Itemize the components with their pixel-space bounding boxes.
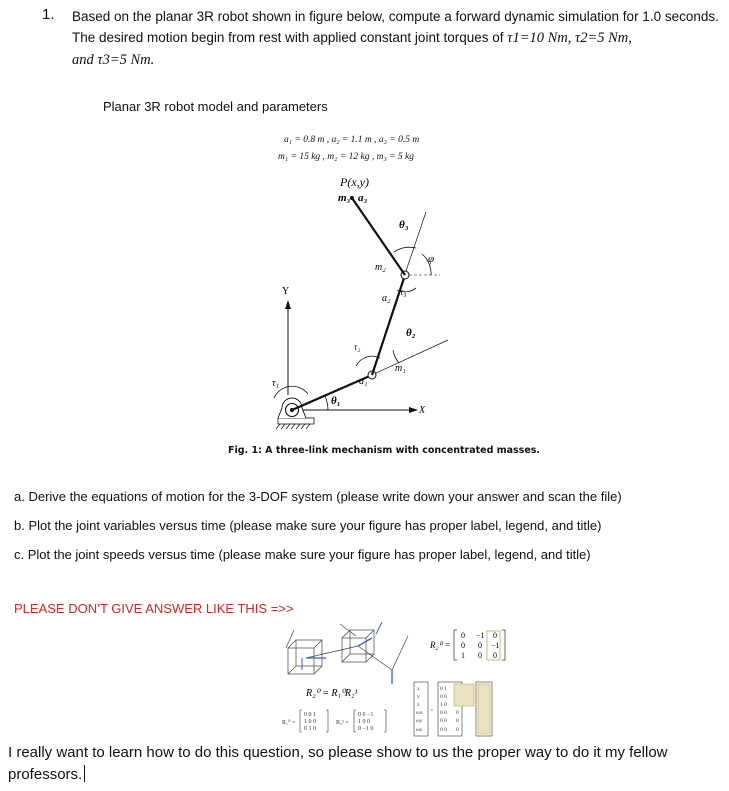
- label-m1: m₁: [395, 363, 406, 374]
- svg-text:1: 1: [461, 651, 465, 660]
- tau1-arc: [274, 386, 308, 398]
- svg-text:0: 0: [478, 651, 482, 660]
- question-text: [72, 6, 722, 71]
- label-tau2: τ₂: [354, 342, 361, 352]
- label-a1: a₁: [359, 376, 368, 387]
- svg-text:x: x: [417, 686, 420, 692]
- svg-text:0 −1 0: 0 −1 0: [358, 726, 374, 732]
- label-theta1: θ₁: [331, 395, 341, 407]
- label-phi: φ: [428, 253, 435, 265]
- label-Y: Y: [282, 286, 290, 297]
- end-effector: [350, 196, 354, 200]
- svg-text:0: 0: [461, 641, 465, 650]
- ground-base: [278, 418, 314, 424]
- label-theta2: θ₂: [406, 327, 416, 339]
- svg-text:0: 0: [456, 718, 459, 724]
- svg-text:0 0: 0 0: [440, 727, 447, 733]
- theta2-arc: [393, 350, 399, 363]
- svg-text:0: 0: [456, 710, 459, 716]
- label-m3: m₃: [338, 192, 351, 204]
- y-axis-arrow: [285, 300, 291, 309]
- svg-text:=: =: [430, 708, 434, 714]
- svg-text:1 0 0: 1 0 0: [358, 719, 370, 725]
- bad-example-eq: R₂⁰ = R₁⁰R₂¹: [306, 688, 358, 699]
- theta1-arc: [325, 396, 328, 410]
- label-tau1: τ₁: [272, 378, 280, 389]
- svg-text:0 1 0: 0 1 0: [304, 726, 316, 732]
- svg-text:−1: −1: [476, 631, 485, 640]
- closing-text-content: I really want to learn how to do this question, so please show to us the proper way to do it my fellow professors.: [8, 744, 668, 783]
- bad-example-sketch: [286, 624, 408, 674]
- label-m2: m₂: [375, 262, 386, 273]
- param-masses: m₁ = 15 kg , m₂ = 12 kg , m₃ = 5 kg: [278, 152, 414, 162]
- torque-3: and τ3=5 Nm.: [72, 52, 155, 68]
- svg-text:1 0 0: 1 0 0: [304, 719, 316, 725]
- svg-text:0: 0: [493, 631, 497, 640]
- link-1-extension: [376, 340, 448, 373]
- link-2-extension: [406, 212, 426, 271]
- bad-example-image: [280, 618, 510, 740]
- x-axis-arrow: [409, 407, 418, 413]
- task-c: c. Plot the joint speeds versus time (please make sure your figure has proper label, legend, and title): [14, 547, 591, 562]
- question-intro: Based on the planar 3R robot shown in figure below, compute a forward dynamic simulation for 1.0 seconds. The desired motion begin from rest with applied constant joint torques of: [72, 9, 719, 45]
- svg-text:ωy: ωy: [416, 718, 423, 724]
- label-X: X: [419, 405, 426, 416]
- svg-text:R₂¹ =: R₂¹ =: [336, 720, 349, 726]
- bad-example-r20: R₂⁰ =: [430, 640, 451, 650]
- torque-2: τ2=5 Nm,: [575, 30, 632, 46]
- task-a: a. Derive the equations of motion for the 3-DOF system (please write down your answer and scan the file): [14, 489, 622, 504]
- label-tau3: τ₃: [400, 287, 407, 297]
- svg-text:z: z: [417, 702, 420, 708]
- task-b: b. Plot the joint variables versus time (please make sure your figure has proper label, legend, and title): [14, 518, 602, 533]
- svg-text:0 0: 0 0: [440, 710, 447, 716]
- svg-text:y: y: [417, 694, 420, 700]
- svg-text:0 1: 0 1: [440, 686, 447, 692]
- svg-text:0: 0: [461, 631, 465, 640]
- ground-hatch: [276, 424, 310, 429]
- svg-text:0 0: 0 0: [440, 694, 447, 700]
- torque-1: τ1=10 Nm,: [507, 30, 575, 46]
- label-a3: a₃: [358, 192, 368, 204]
- svg-text:0 0 −1: 0 0 −1: [358, 712, 374, 718]
- svg-text:ωx: ωx: [416, 710, 423, 716]
- svg-text:−1: −1: [491, 641, 500, 650]
- svg-text:R₁⁰ =: R₁⁰ =: [282, 720, 296, 726]
- question-number: 1.: [42, 6, 55, 23]
- warning-text: PLEASE DON’T GIVE ANSWER LIKE THIS =>>: [14, 601, 294, 616]
- svg-text:1 0: 1 0: [440, 702, 447, 708]
- figure-title: Planar 3R robot model and parameters: [103, 99, 328, 114]
- point-label: P(x,y): [340, 175, 369, 189]
- svg-text:0 0: 0 0: [440, 718, 447, 724]
- svg-text:0 0 1: 0 0 1: [304, 712, 316, 718]
- figure-caption: Fig. 1: A three-link mechanism with concentrated masses.: [228, 445, 541, 456]
- robot-diagram: [230, 170, 530, 440]
- svg-text:0: 0: [478, 641, 482, 650]
- svg-text:0: 0: [456, 727, 459, 733]
- label-a2: a₂: [382, 293, 391, 304]
- param-lengths: a₁ = 0.8 m , a₂ = 1.1 m , a₃ = 0.5 m: [284, 135, 420, 145]
- label-theta3: θ₃: [399, 219, 409, 231]
- svg-text:ωz: ωz: [416, 727, 423, 733]
- text-cursor: [84, 765, 85, 782]
- svg-text:0: 0: [493, 651, 497, 660]
- closing-text[interactable]: [8, 742, 723, 786]
